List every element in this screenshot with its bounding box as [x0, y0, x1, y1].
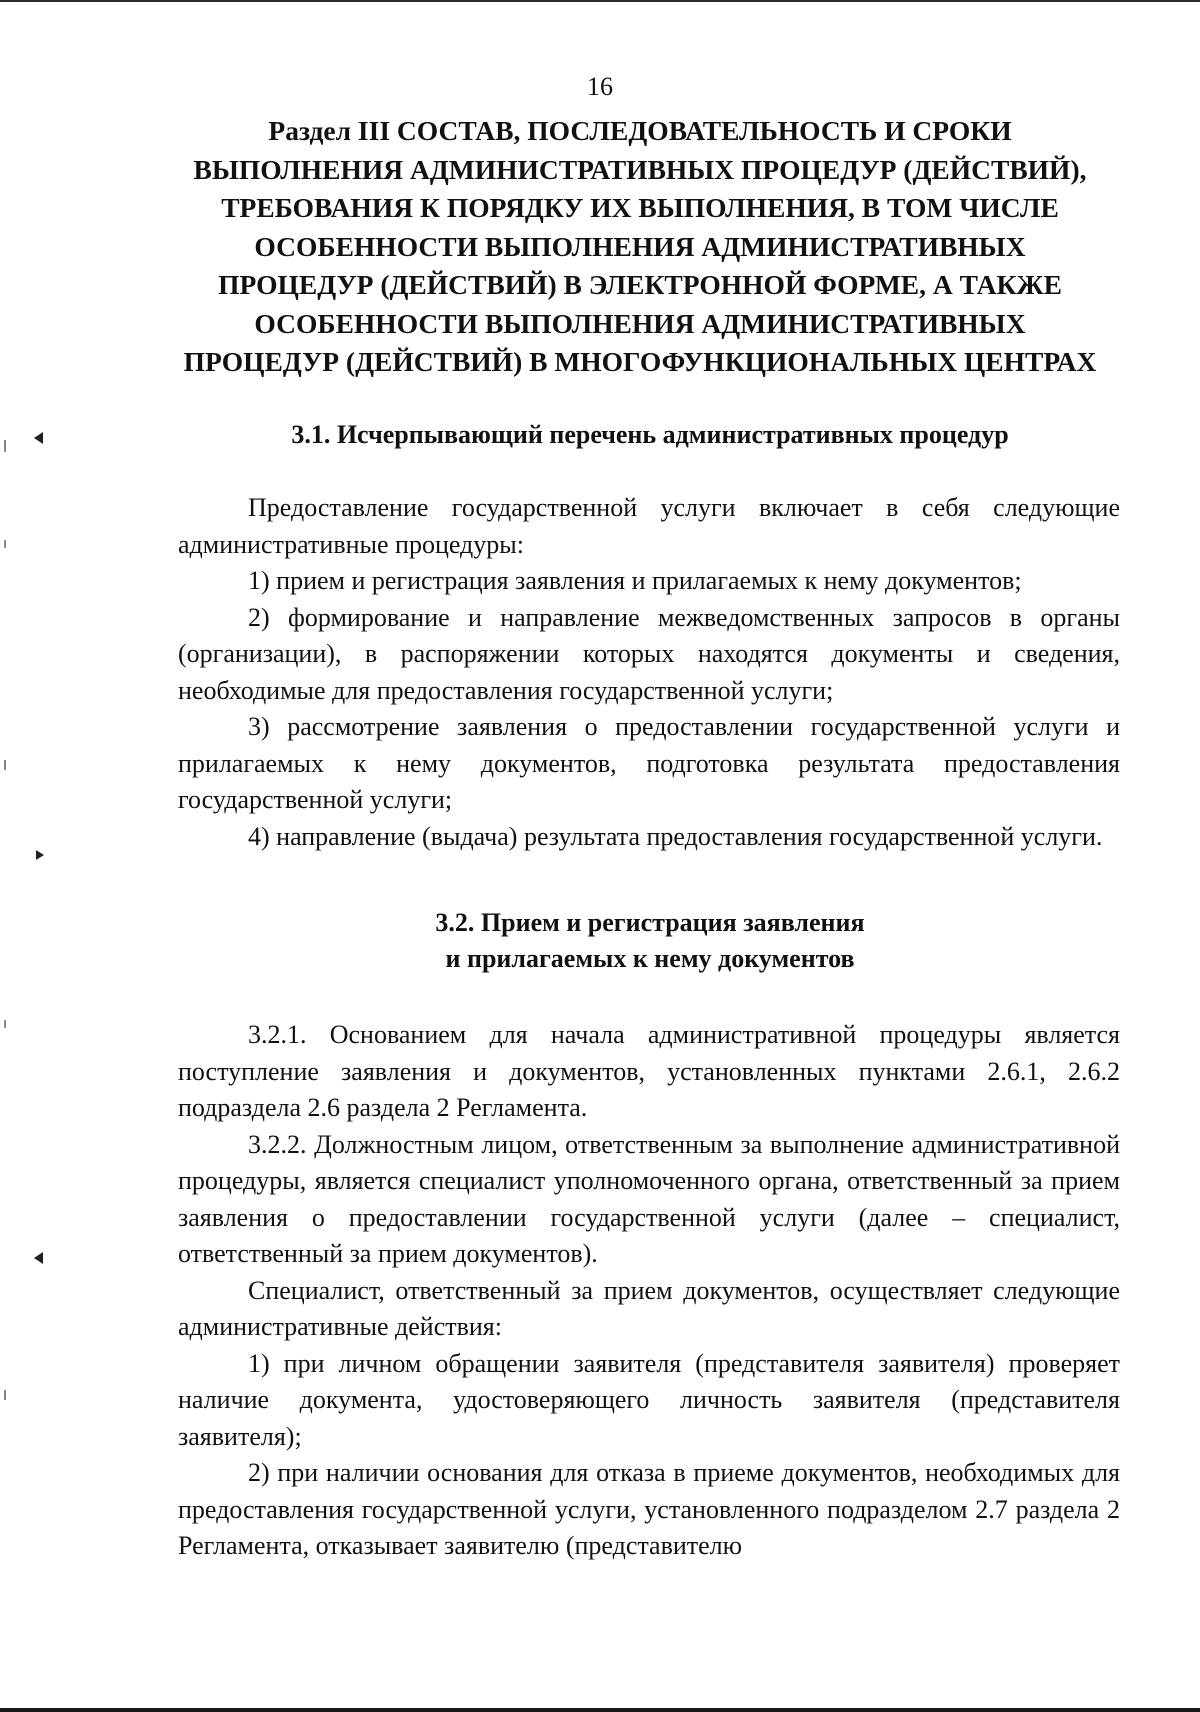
subsection-body: [178, 490, 1120, 855]
scan-bottom-edge: [0, 1708, 1200, 1712]
section-heading-line: ПРОЦЕДУР (ДЕЙСТВИЙ) В МНОГОФУНКЦИОНАЛЬНЫХ ЦЕНТРАХ: [183, 346, 1097, 377]
scan-edge-mark: [4, 440, 6, 452]
section-heading-line: ВЫПОЛНЕНИЯ АДМИНИСТРАТИВНЫХ ПРОЦЕДУР (ДЕЙСТВИЙ),: [193, 153, 1087, 185]
section-heading-line: ТРЕБОВАНИЯ К ПОРЯДКУ ИХ ВЫПОЛНЕНИЯ, В ТОМ ЧИСЛЕ: [221, 192, 1059, 223]
section-heading: [140, 112, 1140, 382]
paragraph: 2) формирование и направление межведомственных запросов в органы (организации), в распоряжении которых находятся документы и сведения, необходимые для предоставления государственной услуги;: [178, 602, 1120, 705]
section-heading-line: ОСОБЕННОСТИ ВЫПОЛНЕНИЯ АДМИНИСТРАТИВНЫХ: [254, 307, 1026, 339]
paragraph: 4) направление (выдача) результата предоставления государственной услуги.: [248, 821, 1103, 851]
subsection-title-line: 3.2. Прием и регистрация заявления: [435, 908, 865, 937]
section-heading-line: Раздел III СОСТАВ, ПОСЛЕДОВАТЕЛЬНОСТЬ И СРОКИ: [268, 115, 1012, 146]
paragraph: 3) рассмотрение заявления о предоставлении государственной услуги и прилагаемых к нему документов, подготовка результата предоставления государственной услуги;: [178, 712, 1120, 814]
section-heading-line: ОСОБЕННОСТИ ВЫПОЛНЕНИЯ АДМИНИСТРАТИВНЫХ: [254, 230, 1026, 262]
paragraph: 1) при личном обращении заявителя (представителя заявителя) проверяет наличие документа, удостоверяющего личность заявителя (представителя заявителя);: [178, 1348, 1120, 1451]
scan-edge-mark: [4, 760, 6, 770]
paragraph: 3.2.2. Должностным лицом, ответственным за выполнение административной процедуры, является специалист уполномоченного органа, ответственный за прием заявления о предоставлении государственной услуги (далее – специалист, ответственный за прием документов).: [178, 1129, 1120, 1268]
margin-arrow-mark: [36, 850, 44, 860]
margin-arrow-mark: [34, 1252, 43, 1264]
scan-edge-mark: [4, 1390, 6, 1400]
paragraph: 2) при наличии основания для отказа в приеме документов, необходимых для предоставления государственной услуги, установленного подразделом 2.7 раздела 2 Регламента, отказывает заявителю (представителю: [178, 1458, 1120, 1560]
scan-edge-mark: [4, 540, 6, 548]
paragraph: Специалист, ответственный за прием документов, осуществляет следующие административные действия:: [178, 1275, 1120, 1341]
paragraph: 1) прием и регистрация заявления и прилагаемых к нему документов;: [248, 566, 1022, 595]
paragraph: 3.2.1. Основанием для начала административной процедуры является поступление заявления и документов, установленных пунктами 2.6.1, 2.6.2 подраздела 2.6 раздела 2 Регламента.: [178, 1020, 1120, 1122]
section-heading-line: ПРОЦЕДУР (ДЕЙСТВИЙ) В ЭЛЕКТРОННОЙ ФОРМЕ, А ТАКЖЕ: [218, 269, 1062, 300]
paragraph: Предоставление государственной услуги включает в себя следующие административные процедуры:: [178, 493, 1120, 559]
subsection-body: [178, 1017, 1120, 1565]
subsection-title: 3.1. Исчерпывающий перечень административных процедур: [291, 420, 1009, 449]
subsection-title: [178, 905, 1122, 977]
subsection-title-line: и прилагаемых к нему документов: [445, 944, 855, 973]
margin-arrow-mark: [34, 432, 43, 444]
page-number: 16: [587, 72, 613, 101]
scan-top-edge: [0, 0, 1200, 2]
scan-edge-mark: [4, 1020, 6, 1028]
